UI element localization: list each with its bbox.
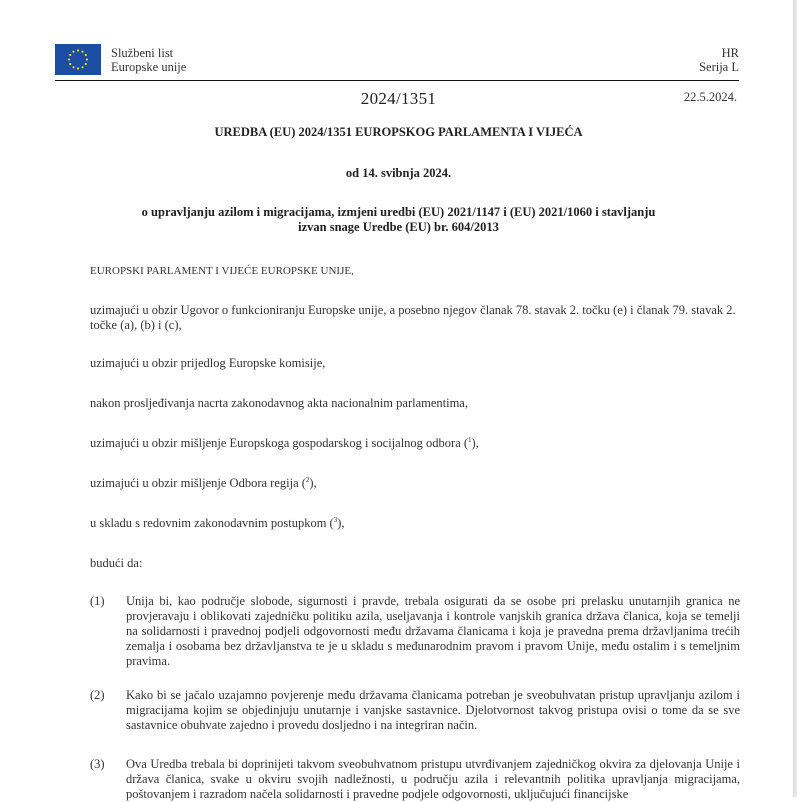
flag-star [85, 63, 87, 65]
series-label: Serija L [699, 60, 739, 74]
recital [90, 757, 740, 802]
citation-text: u skladu s redovnim zakonodavnim postupkom ( [90, 516, 334, 530]
regulation-subject-line2: izvan snage Uredbe (EU) br. 604/2013 [298, 220, 499, 234]
footnote-ref[interactable]: 3 [333, 516, 338, 524]
footnote-ref[interactable]: 1 [468, 436, 472, 444]
journal-series-info [699, 46, 739, 74]
recital-number: (2) [90, 688, 105, 702]
flag-star [81, 66, 83, 68]
publication-date: 22.5.2024. [683, 90, 737, 104]
recital [90, 688, 740, 733]
citation: nakon prosljeđivanja nacrta zakonodavnog akta nacionalnim parlamentima, [90, 396, 468, 410]
regulation-title: UREDBA (EU) 2024/1351 EUROPSKOG PARLAMENTA I VIJEĆA [214, 125, 583, 139]
journal-name [111, 46, 186, 74]
journal-name-line1: Službeni list [111, 46, 174, 60]
citation-tail: ), [471, 436, 479, 450]
journal-header [55, 44, 739, 80]
document-number: 2024/1351 [360, 89, 437, 108]
citation-text: uzimajući u obzir mišljenje Odbora regija ( [90, 476, 306, 490]
flag-star [77, 67, 79, 69]
flag-star [69, 54, 71, 56]
flag-star [86, 58, 88, 60]
regulation-subject-line1: o upravljanju azilom i migracijama, izmjeni uredbi (EU) 2021/1147 i (EU) 2021/1060 i stavljanju [141, 205, 656, 219]
citation-tail: ), [337, 516, 345, 530]
footnote-ref[interactable]: 2 [305, 476, 310, 484]
recital-number: (1) [90, 594, 105, 608]
citation [90, 476, 738, 491]
citation-tail: ), [309, 476, 317, 490]
preamble-intro: EUROPSKI PARLAMENT I VIJEĆE EUROPSKE UNIJE, [90, 265, 354, 277]
flag-star [85, 54, 87, 56]
header-divider [55, 80, 739, 81]
citation: uzimajući u obzir prijedlog Europske komisije, [90, 356, 326, 370]
citation: budući da: [90, 556, 143, 570]
recital-number: (3) [90, 757, 105, 771]
citation-text: uzimajući u obzir mišljenje Europskoga gospodarskog i socijalnog odbora ( [90, 436, 469, 450]
citation: uzimajući u obzir Ugovor o funkcioniranju Europske unije, a posebno njegov članak 78. stavak 2. točku (e) i članak 79. stavak 2. točke (a), (b) i (c), [90, 303, 736, 332]
flag-star [72, 51, 74, 53]
flag-star [68, 58, 70, 60]
flag-star [81, 51, 83, 53]
citation [90, 516, 738, 531]
recital-text: Unija bi, kao područje slobode, sigurnosti i pravde, trebala osigurati da se osobe pri prelasku unutarnjih granica ne provjeravaju i oblikovati zajedničku politiku azila, useljavanja i kontrole vanjskih granica država članica, koja se temelji na solidarnosti i pravednoj podjeli odgovornosti među državama članicama i koja je pravedna prema državljanima trećih zemalja i osobama bez državljanstva te je u skladu s međunarodnim pravom i pravom Unije, među ostalim i s temeljnim pravima. [126, 594, 740, 668]
recital-text: Ova Uredba trebala bi doprinijeti takvom sveobuhvatnom pristupu utvrđivanjem zajedničkog okvira za djelovanja Unije i država članica, svake u okviru svojih nadležnosti, u području azila i relevantnih politika upravljanja migracijama, poštovanjem i razradom načela solidarnosti i pravedne podjele odgovornosti, uključujući financijske [126, 757, 740, 801]
regulation-subject [0, 205, 797, 235]
flag-star [72, 66, 74, 68]
flag-star [69, 63, 71, 65]
regulation-date: od 14. svibnja 2024. [345, 166, 452, 180]
flag-star [77, 49, 79, 51]
recital-text: Kako bi se jačalo uzajamno povjerenje među državama članicama potreban je sveobuhvatan pristup upravljanju azilom i migracijama kojim se objedinjuju unutarnje i vanjske sastavnice. Djelotvornost takvog pristupa ovisi o tome da se sve sastavnice obuhvate zajedno i provedu dosljedno i na integriran način. [126, 688, 740, 732]
citation [90, 436, 738, 451]
language-code: HR [721, 46, 739, 60]
journal-name-line2: Europske unije [111, 60, 187, 74]
scrollbar[interactable] [793, 0, 797, 797]
eu-flag-icon [55, 44, 101, 75]
recital [90, 594, 740, 669]
